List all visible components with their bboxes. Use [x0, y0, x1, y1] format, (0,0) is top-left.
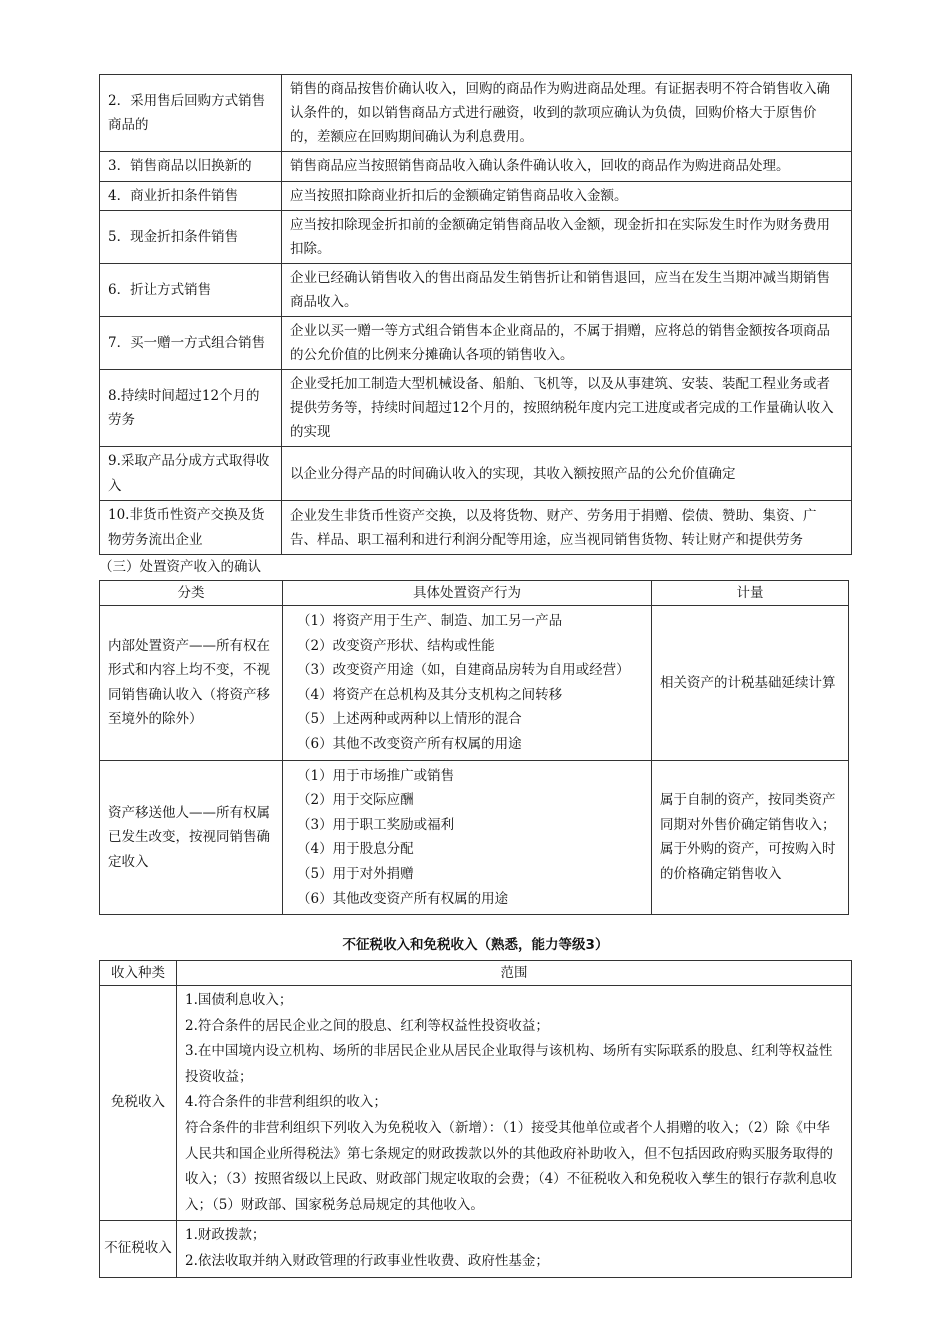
category-cell: 资产移送他人——所有权属已发生改变，按视同销售确定收入 [100, 760, 283, 915]
scope-item: 2.符合条件的居民企业之间的股息、红利等权益性投资收益； [185, 1017, 549, 1034]
row-desc: 销售的商品按售价确认收入，回购的商品作为购进商品处理。有证据表明不符合销售收入确认条件的，如以销售商品方式进行融资，收到的款项应确认为负债，回购价格大于原售价的，差额应在回购期间确认为利息费用。 [282, 75, 852, 152]
table-row [100, 447, 852, 501]
row-item: 4．商业折扣条件销售 [100, 181, 282, 211]
action-item: （5）用于对外捐赠 [297, 865, 414, 882]
scope-item: 符合条件的非营利组织下列收入为免税收入（新增）：（1）接受其他单位或者个人捐赠的收入；（2）除《中华人民共和国企业所得税法》第七条规定的财政拨款以外的其他政府补助收入，但不包括因政府购买服务取得的收入；（3）按照省级以上民政、财政部门规定收取的会费；（4）不征税收入和免税收入孳生的银行存款利息收入；（5）财政部、国家税务总局规定的其他收入。 [185, 1119, 837, 1213]
row-item: 6．折让方式销售 [100, 264, 282, 317]
table-row [100, 211, 852, 264]
table-row [100, 760, 849, 915]
table-row [100, 181, 852, 211]
table-row [100, 152, 852, 182]
income-type: 免税收入 [100, 986, 177, 1221]
section-title: 不征税收入和免税收入（熟悉，能力等级3） [342, 937, 609, 953]
table-header-row [100, 961, 852, 986]
action-item: （1）将资产用于生产、制造、加工另一产品 [297, 613, 563, 629]
sales-recognition-table [99, 74, 852, 555]
action-item: （2）用于交际应酬 [297, 792, 414, 809]
row-desc: 销售商品应当按照销售商品收入确认条件确认收入，回收的商品作为购进商品处理。 [282, 152, 852, 182]
category-cell: 内部处置资产——所有权在形式和内容上均不变，不视同销售确认收入（将资产移至境外的除外） [100, 606, 283, 761]
scope-cell [177, 1221, 852, 1277]
column-header: 计量 [652, 581, 849, 606]
row-desc: 企业以买一赠一等方式组合销售本企业商品的，不属于捐赠，应将总的销售金额按各项商品的公允价值的比例来分摊确认各项的销售收入。 [282, 317, 852, 370]
action-item: （1）用于市场推广或销售 [297, 767, 455, 784]
column-header: 分类 [100, 581, 283, 606]
scope-item: 4.符合条件的非营利组织的收入； [185, 1094, 387, 1111]
table-row [100, 317, 852, 370]
row-desc: 企业受托加工制造大型机械设备、船舶、飞机等，以及从事建筑、安装、装配工程业务或者提供劳务等，持续时间超过12个月的，按照纳税年度内完工进度或者完成的工作量确认收入的实现 [282, 370, 852, 447]
asset-disposal-table [99, 580, 849, 915]
table-row [100, 75, 852, 152]
table-row [100, 370, 852, 447]
action-item: （4）将资产在总机构及其分支机构之间转移 [297, 686, 563, 703]
actions-cell [283, 606, 652, 761]
row-desc: 应当按照扣除商业折扣后的金额确定销售商品收入金额。 [282, 181, 852, 211]
income-type: 不征税收入 [100, 1221, 177, 1277]
column-header: 收入种类 [100, 961, 177, 986]
row-item: 5．现金折扣条件销售 [100, 211, 282, 264]
row-desc: 以企业分得产品的时间确认收入的实现，其收入额按照产品的公允价值确定 [282, 447, 852, 501]
row-desc: 企业已经确认销售收入的售出商品发生销售折让和销售退回，应当在发生当期冲减当期销售商品收入。 [282, 264, 852, 317]
measure-cell: 属于自制的资产，按同类资产同期对外售价确定销售收入；属于外购的资产，可按购入时的价格确定销售收入 [652, 760, 849, 915]
table-row [100, 501, 852, 555]
tax-exempt-income-table [99, 960, 852, 1278]
table-header-row [100, 581, 849, 606]
row-item: 9.采取产品分成方式取得收入 [100, 447, 282, 501]
table-row [100, 986, 852, 1221]
action-item: （4）用于股息分配 [297, 841, 414, 858]
row-desc: 企业发生非货币性资产交换，以及将货物、财产、劳务用于捐赠、偿债、赞助、集资、广告、样品、职工福利和进行利润分配等用途，应当视同销售货物、转让财产和提供劳务 [282, 501, 852, 555]
row-item: 10.非货币性资产交换及货物劳务流出企业 [100, 501, 282, 555]
table-row [100, 606, 849, 761]
row-item: 2．采用售后回购方式销售商品的 [100, 75, 282, 152]
table-row [100, 264, 852, 317]
measure-cell: 相关资产的计税基础延续计算 [652, 606, 849, 761]
action-item: （2）改变资产形状、结构或性能 [297, 637, 495, 654]
scope-cell [177, 986, 852, 1221]
scope-item: 1.国债利息收入； [185, 992, 293, 1008]
column-header: 范围 [177, 961, 852, 986]
scope-item: 2.依法收取并纳入财政管理的行政事业性收费、政府性基金； [185, 1252, 549, 1269]
section-caption: （三）处置资产收入的确认 [99, 559, 261, 575]
row-item: 8.持续时间超过12个月的劳务 [100, 370, 282, 447]
column-header: 具体处置资产行为 [283, 581, 652, 606]
action-item: （6）其他改变资产所有权属的用途 [297, 890, 509, 907]
row-item: 7．买一赠一方式组合销售 [100, 317, 282, 370]
scope-item: 1.财政拨款； [185, 1227, 266, 1244]
action-item: （3）用于职工奖励或福利 [297, 816, 455, 833]
actions-cell [283, 760, 652, 915]
table-row [100, 1221, 852, 1277]
row-item: 3．销售商品以旧换新的 [100, 152, 282, 182]
scope-item: 3.在中国境内设立机构、场所的非居民企业从居民企业取得与该机构、场所有实际联系的股息、红利等权益性投资收益； [185, 1043, 833, 1085]
action-item: （5）上述两种或两种以上情形的混合 [297, 711, 522, 728]
row-desc: 应当按扣除现金折扣前的金额确定销售商品收入金额，现金折扣在实际发生时作为财务费用扣除。 [282, 211, 852, 264]
action-item: （3）改变资产用途（如，自建商品房转为自用或经营） [297, 662, 630, 679]
action-item: （6）其他不改变资产所有权属的用途 [297, 735, 522, 752]
